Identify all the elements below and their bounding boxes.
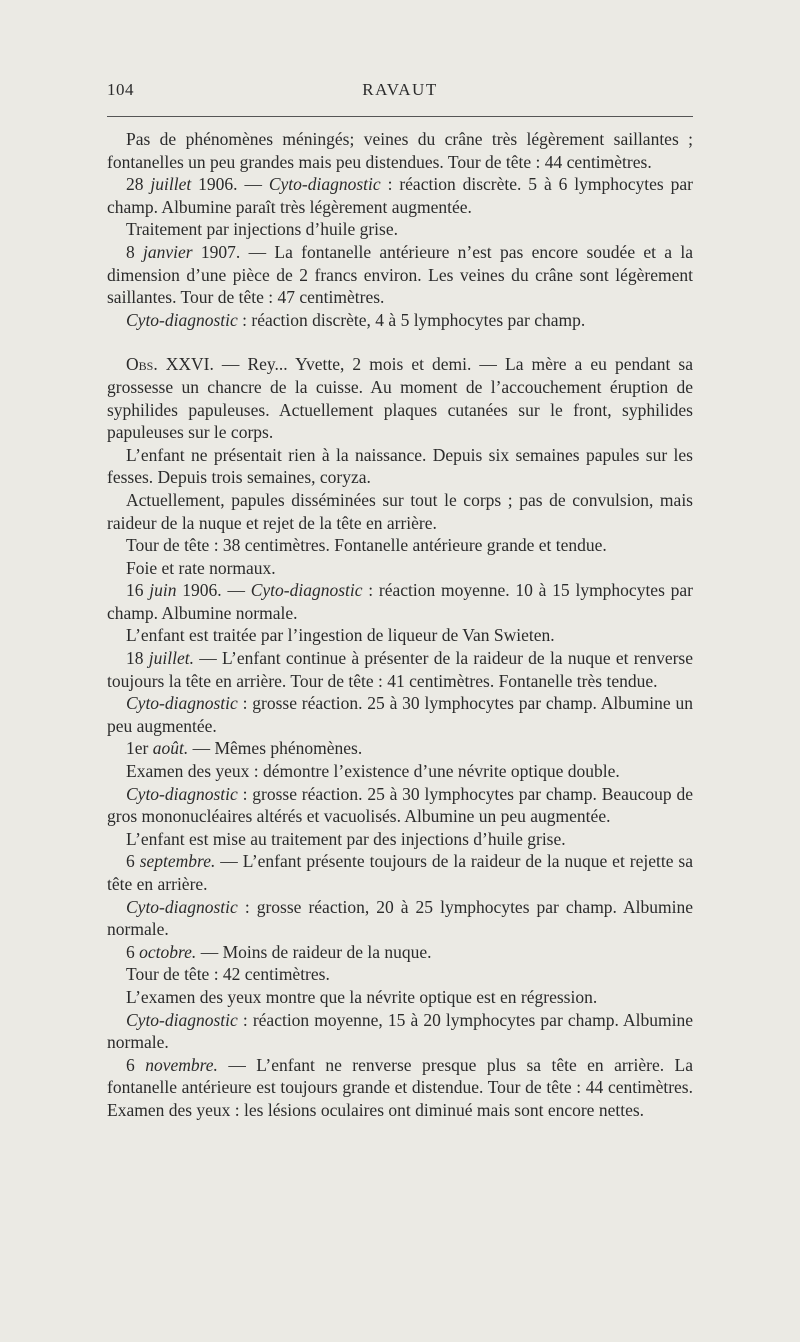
paragraph [107, 579, 693, 624]
running-head: RAVAUT [362, 80, 438, 99]
text-run: L’enfant est mise au traitement par des injections d’huile grise. [126, 828, 566, 849]
text-run: Actuellement, papules disséminées sur tout le corps ; pas de convulsion, mais raideur de la nuque et rejet de la tête en arrière. [107, 489, 693, 533]
paragraph [107, 128, 693, 173]
text-run: — L’enfant continue à présenter de la raideur de la nuque et renverse toujours la tête en arrière. Tour de tête : 41 centimètres. Fontanelle très tendue. [107, 648, 693, 691]
page-number: 104 [107, 80, 134, 99]
text-run: Foie et rate normaux. [126, 557, 276, 578]
text-run: 1906. — [191, 174, 269, 195]
text-run: janvier [143, 241, 193, 262]
text-run: Pas de phénomènes méningés; veines du crâne très légèrement saillantes ; fontanelles un peu grandes mais peu distendues. Tour de tête : 44 centimètres. [107, 129, 693, 172]
text-run: Cyto-diagnostic [126, 1009, 238, 1030]
text-run: Traitement par injections d’huile grise. [126, 219, 399, 240]
paragraph [107, 489, 693, 534]
text-run: Cyto-diagnostic [268, 174, 381, 195]
text-run: Cyto-diagnostic [126, 309, 238, 330]
text-run: — Mêmes phénomènes. [188, 738, 363, 759]
paragraph [107, 624, 693, 647]
paragraph [107, 444, 693, 489]
paragraph [107, 760, 693, 783]
paragraph [107, 828, 693, 851]
paragraph [107, 241, 693, 309]
paragraph [107, 353, 693, 443]
text-run: 1er [126, 738, 153, 759]
paragraph [107, 1009, 693, 1054]
text-run: 18 [126, 648, 149, 669]
text-run: : grosse réaction. 25 à 30 lymphocytes par champ. Beaucoup de gros mononucléaires altérés et vacuolisés. Albumine un peu augmentée. [107, 783, 693, 827]
paragraph [107, 896, 693, 941]
text-run: Cyto-diagnostic [126, 783, 238, 804]
paragraph [107, 941, 693, 964]
text-run: septembre. [139, 851, 216, 872]
body-text [107, 128, 693, 1122]
paragraph [107, 218, 693, 241]
text-run: L’examen des yeux montre que la névrite optique est en régression. [126, 986, 598, 1007]
text-run: : réaction moyenne. 10 à 15 lymphocytes par champ. Albumine normale. [107, 580, 694, 623]
text-run: 8 [126, 241, 144, 262]
text-run: — L’enfant ne renverse presque plus sa tête en arrière. La fontanelle antérieure est toujours grande et distendue. Tour de tête : 44 centimètres. Examen des yeux : les lésions oculaires ont diminué mais sont encore nettes. [107, 1054, 693, 1120]
text-run: Obs. XXVI. [126, 354, 214, 375]
paragraph [107, 1054, 693, 1122]
text-run: juin [149, 580, 177, 601]
text-run: juillet [150, 174, 192, 195]
text-run: — Moins de raideur de la nuque. [196, 941, 432, 962]
paragraph [107, 850, 693, 895]
page-header [107, 80, 693, 110]
text-run: 6 [126, 851, 140, 872]
text-run: Cyto-diagnostic [126, 693, 238, 714]
text-run: 6 [126, 1054, 146, 1075]
text-run: 6 [126, 941, 140, 962]
text-run: : réaction discrète, 4 à 5 lymphocytes par champ. [237, 309, 586, 330]
text-run: Examen des yeux : démontre l’existence d’une névrite optique double. [126, 761, 620, 782]
text-run: — Rey... Yvette, 2 mois et demi. — La mère a eu pendant sa grossesse un chancre de la cuisse. Au moment de l’accouchement éruption de syphilides papuleuses. Actuellement plaques cutanées sur le front, syphilides papuleuses sur le corps. [107, 354, 693, 443]
text-run: 1906. — [176, 580, 251, 601]
text-run: : réaction moyenne, 15 à 20 lymphocytes par champ. Albumine normale. [107, 1009, 693, 1053]
text-run: 16 [126, 580, 150, 601]
text-run: Cyto-diagnostic [126, 896, 238, 917]
paragraph [107, 647, 693, 692]
paragraph [107, 737, 693, 760]
paragraph [107, 783, 693, 828]
paragraph [107, 557, 693, 580]
text-run: — L’enfant présente toujours de la raideur de la nuque et rejette sa tête en arrière. [107, 851, 693, 894]
paragraph [107, 173, 693, 218]
text-run: Tour de tête : 42 centimètres. [126, 964, 330, 985]
paragraph [107, 986, 693, 1009]
paragraph [107, 309, 693, 332]
text-run: L’enfant ne présentait rien à la naissance. Depuis six semaines papules sur les fesses. Depuis trois semaines, coryza. [107, 444, 693, 488]
text-run: : grosse réaction. 25 à 30 lymphocytes par champ. Albumine un peu augmentée. [107, 693, 693, 736]
text-run: : grosse réaction, 20 à 25 lymphocytes par champ. Albumine normale. [107, 896, 693, 940]
text-run: 1907. — La fontanelle antérieure n’est pas encore soudée et a la dimension d’une pièce de 2 francs environ. Les veines du crâne sont légèrement saillantes. Tour de tête : 47 centimètres. [107, 241, 694, 308]
text-run: L’enfant est traitée par l’ingestion de liqueur de Van Swieten. [126, 625, 555, 646]
text-run: août. [152, 738, 189, 759]
text-run: octobre. [139, 941, 197, 962]
text-run: 28 [126, 174, 151, 195]
paragraph [107, 692, 693, 737]
text-run: Tour de tête : 38 centimètres. Fontanelle antérieure grande et tendue. [126, 535, 607, 556]
text-run: juillet. [148, 648, 194, 669]
paragraph [107, 963, 693, 986]
text-run: Cyto-diagnostic [250, 580, 363, 601]
paragraph [107, 534, 693, 557]
text-run: : réaction discrète. 5 à 6 lymphocytes par champ. Albumine paraît très légèrement augmentée. [107, 174, 693, 217]
header-rule [107, 116, 693, 117]
text-run: novembre. [145, 1054, 218, 1075]
